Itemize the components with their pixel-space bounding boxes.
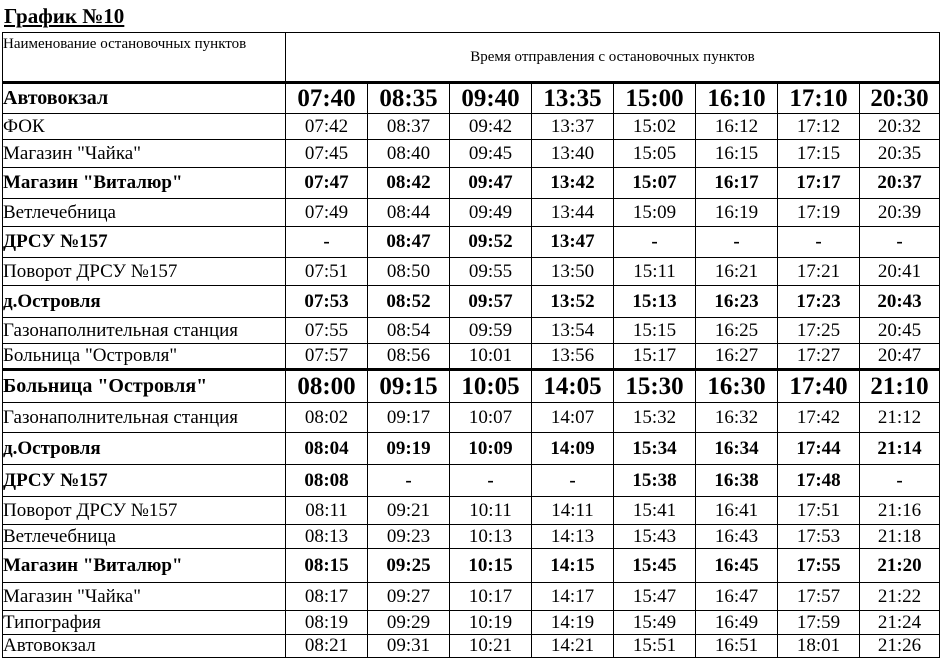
departure-time-cell: 20:30 — [860, 83, 940, 114]
table-row — [3, 199, 940, 227]
table-row — [3, 549, 940, 583]
departure-time-cell: 13:47 — [532, 227, 614, 258]
departure-time-cell: 09:31 — [368, 635, 450, 658]
stop-name-cell: Магазин "Виталюр" — [3, 549, 286, 583]
departure-time-cell: 08:11 — [286, 497, 368, 525]
departure-time-cell: 21:20 — [860, 549, 940, 583]
departure-time-cell: 20:43 — [860, 286, 940, 318]
departure-time-cell: 07:55 — [286, 318, 368, 344]
departure-time-cell: 09:23 — [368, 525, 450, 549]
schedule-table — [2, 32, 940, 658]
departure-time-cell: 16:34 — [696, 433, 778, 465]
departure-time-cell: 07:45 — [286, 140, 368, 168]
departure-time-cell: 13:35 — [532, 83, 614, 114]
departure-time-cell: 08:44 — [368, 199, 450, 227]
departure-time-cell: 13:54 — [532, 318, 614, 344]
departure-time-cell: - — [696, 227, 778, 258]
departure-time-cell: - — [860, 227, 940, 258]
table-row — [3, 286, 940, 318]
departure-time-cell: 15:15 — [614, 318, 696, 344]
departure-time-cell: 08:04 — [286, 433, 368, 465]
stop-name-cell: Типография — [3, 611, 286, 635]
departure-time-cell: 08:50 — [368, 258, 450, 286]
departure-time-cell: 08:42 — [368, 168, 450, 199]
departure-time-cell: 08:17 — [286, 583, 368, 611]
stop-name-cell: Ветлечебница — [3, 525, 286, 549]
departure-time-cell: 21:26 — [860, 635, 940, 658]
departure-time-cell: 15:41 — [614, 497, 696, 525]
departure-time-cell: 14:09 — [532, 433, 614, 465]
departure-time-cell: 13:42 — [532, 168, 614, 199]
departure-time-cell: 17:12 — [778, 114, 860, 140]
departure-time-cell: 10:07 — [450, 403, 532, 433]
table-row — [3, 258, 940, 286]
departure-time-cell: 17:53 — [778, 525, 860, 549]
departure-time-cell: 09:52 — [450, 227, 532, 258]
departure-time-cell: 14:13 — [532, 525, 614, 549]
departure-time-cell: 15:02 — [614, 114, 696, 140]
departure-time-cell: 17:23 — [778, 286, 860, 318]
departure-time-cell: 15:45 — [614, 549, 696, 583]
departure-time-cell: 09:40 — [450, 83, 532, 114]
table-row — [3, 403, 940, 433]
schedule-title: График №10 — [4, 4, 125, 28]
table-row — [3, 370, 940, 403]
departure-time-cell: 15:47 — [614, 583, 696, 611]
table-row — [3, 433, 940, 465]
stop-name-cell: ФОК — [3, 114, 286, 140]
stop-name-cell: Больница "Островля" — [3, 344, 286, 370]
departure-time-cell: - — [614, 227, 696, 258]
departure-time-cell: 21:18 — [860, 525, 940, 549]
departure-time-cell: 13:37 — [532, 114, 614, 140]
departure-time-cell: 09:47 — [450, 168, 532, 199]
stop-name-cell: д.Островля — [3, 286, 286, 318]
departure-time-cell: 15:05 — [614, 140, 696, 168]
departure-time-cell: 09:19 — [368, 433, 450, 465]
stop-name-cell: Ветлечебница — [3, 199, 286, 227]
departure-time-cell: 16:41 — [696, 497, 778, 525]
departure-time-cell: 09:55 — [450, 258, 532, 286]
departure-time-cell: 09:27 — [368, 583, 450, 611]
departure-time-cell: 17:48 — [778, 465, 860, 497]
table-row — [3, 140, 940, 168]
departure-time-cell: 16:27 — [696, 344, 778, 370]
table-row — [3, 525, 940, 549]
departure-time-cell: 16:51 — [696, 635, 778, 658]
departure-time-cell: 15:09 — [614, 199, 696, 227]
departure-time-cell: 15:32 — [614, 403, 696, 433]
departure-time-cell: 13:56 — [532, 344, 614, 370]
departure-time-cell: 15:49 — [614, 611, 696, 635]
departure-time-cell: 15:07 — [614, 168, 696, 199]
departure-time-cell: 10:13 — [450, 525, 532, 549]
departure-time-cell: 15:00 — [614, 83, 696, 114]
departure-time-cell: 17:55 — [778, 549, 860, 583]
departure-time-cell: 16:25 — [696, 318, 778, 344]
departure-time-cell: 15:34 — [614, 433, 696, 465]
departure-time-cell: 16:12 — [696, 114, 778, 140]
stop-name-cell: Магазин "Виталюр" — [3, 168, 286, 199]
departure-time-cell: - — [778, 227, 860, 258]
departure-time-cell: 16:15 — [696, 140, 778, 168]
stop-name-cell: ДРСУ №157 — [3, 465, 286, 497]
departure-time-cell: 08:52 — [368, 286, 450, 318]
departure-time-cell: - — [532, 465, 614, 497]
departure-time-cell: 10:01 — [450, 344, 532, 370]
stop-column-header: Наименование остановочных пунктов — [3, 33, 286, 83]
departure-time-cell: - — [860, 465, 940, 497]
stop-name-cell: Поворот ДРСУ №157 — [3, 497, 286, 525]
departure-time-cell: 17:57 — [778, 583, 860, 611]
departure-time-cell: 09:17 — [368, 403, 450, 433]
departure-time-cell: 10:17 — [450, 583, 532, 611]
header-row — [3, 33, 940, 83]
departure-time-cell: - — [286, 227, 368, 258]
table-row — [3, 83, 940, 114]
departure-time-cell: 14:19 — [532, 611, 614, 635]
departure-time-cell: 20:37 — [860, 168, 940, 199]
departure-time-cell: 20:41 — [860, 258, 940, 286]
departure-time-cell: 10:21 — [450, 635, 532, 658]
departure-time-cell: 10:15 — [450, 549, 532, 583]
departure-time-cell: 21:10 — [860, 370, 940, 403]
departure-time-cell: 15:38 — [614, 465, 696, 497]
departure-time-cell: 16:38 — [696, 465, 778, 497]
departure-time-cell: 20:39 — [860, 199, 940, 227]
table-row — [3, 583, 940, 611]
departure-time-cell: 21:22 — [860, 583, 940, 611]
departure-time-cell: 08:00 — [286, 370, 368, 403]
departure-time-cell: 08:47 — [368, 227, 450, 258]
departure-time-cell: 09:42 — [450, 114, 532, 140]
departure-time-cell: 15:11 — [614, 258, 696, 286]
departure-time-cell: 08:15 — [286, 549, 368, 583]
departure-time-cell: 07:57 — [286, 344, 368, 370]
departure-time-cell: 16:19 — [696, 199, 778, 227]
departure-time-cell: 17:59 — [778, 611, 860, 635]
departure-time-cell: 08:37 — [368, 114, 450, 140]
departure-time-cell: 08:08 — [286, 465, 368, 497]
departure-time-cell: 15:13 — [614, 286, 696, 318]
departure-time-cell: 07:42 — [286, 114, 368, 140]
departure-time-cell: 14:15 — [532, 549, 614, 583]
departure-time-cell: 08:54 — [368, 318, 450, 344]
departure-time-cell: 10:11 — [450, 497, 532, 525]
table-row — [3, 227, 940, 258]
departure-time-cell: 08:56 — [368, 344, 450, 370]
departure-time-cell: 14:21 — [532, 635, 614, 658]
departure-time-cell: 17:44 — [778, 433, 860, 465]
departure-time-cell: - — [450, 465, 532, 497]
departure-time-cell: 16:10 — [696, 83, 778, 114]
departure-time-cell: 07:49 — [286, 199, 368, 227]
departure-time-cell: 20:32 — [860, 114, 940, 140]
table-row — [3, 635, 940, 658]
departure-time-cell: 15:30 — [614, 370, 696, 403]
departure-time-cell: 15:17 — [614, 344, 696, 370]
departure-time-cell: 09:21 — [368, 497, 450, 525]
departure-time-cell: 17:21 — [778, 258, 860, 286]
departure-time-cell: 17:42 — [778, 403, 860, 433]
departure-time-cell: 07:53 — [286, 286, 368, 318]
departure-time-cell: 16:30 — [696, 370, 778, 403]
table-row — [3, 465, 940, 497]
departure-time-cell: 17:40 — [778, 370, 860, 403]
departure-time-cell: 10:05 — [450, 370, 532, 403]
table-row — [3, 497, 940, 525]
stop-name-cell: Газонаполнительная станция — [3, 403, 286, 433]
departure-time-cell: 17:51 — [778, 497, 860, 525]
departure-time-cell: 17:10 — [778, 83, 860, 114]
departure-time-cell: 09:57 — [450, 286, 532, 318]
stop-name-cell: Поворот ДРСУ №157 — [3, 258, 286, 286]
stop-name-cell: Газонаполнительная станция — [3, 318, 286, 344]
departure-time-cell: 16:32 — [696, 403, 778, 433]
stop-name-cell: Магазин "Чайка" — [3, 140, 286, 168]
table-row — [3, 318, 940, 344]
departure-time-cell: 20:45 — [860, 318, 940, 344]
departure-time-cell: 08:13 — [286, 525, 368, 549]
departure-time-cell: 16:23 — [696, 286, 778, 318]
departure-time-cell: 21:12 — [860, 403, 940, 433]
departure-time-cell: 08:21 — [286, 635, 368, 658]
departure-time-cell: 17:27 — [778, 344, 860, 370]
departure-time-cell: 13:44 — [532, 199, 614, 227]
departure-time-cell: 21:24 — [860, 611, 940, 635]
departure-time-cell: 17:17 — [778, 168, 860, 199]
departure-time-cell: 09:15 — [368, 370, 450, 403]
departure-time-cell: 09:49 — [450, 199, 532, 227]
departure-time-cell: 16:49 — [696, 611, 778, 635]
departure-time-cell: 10:09 — [450, 433, 532, 465]
departure-time-cell: 21:14 — [860, 433, 940, 465]
departure-time-cell: 14:05 — [532, 370, 614, 403]
stop-name-cell: Автовокзал — [3, 635, 286, 658]
departure-time-cell: 07:51 — [286, 258, 368, 286]
departure-time-cell: 20:35 — [860, 140, 940, 168]
departure-time-cell: 15:51 — [614, 635, 696, 658]
departure-time-cell: 20:47 — [860, 344, 940, 370]
departure-time-cell: 14:11 — [532, 497, 614, 525]
departure-time-cell: 08:40 — [368, 140, 450, 168]
departure-time-cell: 16:21 — [696, 258, 778, 286]
departure-time-cell: 15:43 — [614, 525, 696, 549]
table-row — [3, 168, 940, 199]
departure-time-cell: - — [368, 465, 450, 497]
departure-time-cell: 16:17 — [696, 168, 778, 199]
departure-time-cell: 14:17 — [532, 583, 614, 611]
departure-time-cell: 08:35 — [368, 83, 450, 114]
stop-name-cell: д.Островля — [3, 433, 286, 465]
departure-time-cell: 08:02 — [286, 403, 368, 433]
stop-name-cell: Магазин "Чайка" — [3, 583, 286, 611]
departure-time-cell: 07:40 — [286, 83, 368, 114]
departure-time-cell: 16:45 — [696, 549, 778, 583]
departure-time-cell: 13:52 — [532, 286, 614, 318]
time-column-header: Время отправления с остановочных пунктов — [286, 33, 940, 83]
departure-time-cell: 07:47 — [286, 168, 368, 199]
departure-time-cell: 14:07 — [532, 403, 614, 433]
departure-time-cell: 09:25 — [368, 549, 450, 583]
stop-name-cell: Больница "Островля" — [3, 370, 286, 403]
departure-time-cell: 13:50 — [532, 258, 614, 286]
departure-time-cell: 16:47 — [696, 583, 778, 611]
departure-time-cell: 09:59 — [450, 318, 532, 344]
departure-time-cell: 16:43 — [696, 525, 778, 549]
departure-time-cell: 18:01 — [778, 635, 860, 658]
departure-time-cell: 13:40 — [532, 140, 614, 168]
departure-time-cell: 09:45 — [450, 140, 532, 168]
departure-time-cell: 17:19 — [778, 199, 860, 227]
table-row — [3, 114, 940, 140]
departure-time-cell: 08:19 — [286, 611, 368, 635]
departure-time-cell: 17:25 — [778, 318, 860, 344]
departure-time-cell: 17:15 — [778, 140, 860, 168]
departure-time-cell: 09:29 — [368, 611, 450, 635]
table-row — [3, 611, 940, 635]
stop-name-cell: ДРСУ №157 — [3, 227, 286, 258]
departure-time-cell: 10:19 — [450, 611, 532, 635]
stop-name-cell: Автовокзал — [3, 83, 286, 114]
departure-time-cell: 21:16 — [860, 497, 940, 525]
table-row — [3, 344, 940, 370]
